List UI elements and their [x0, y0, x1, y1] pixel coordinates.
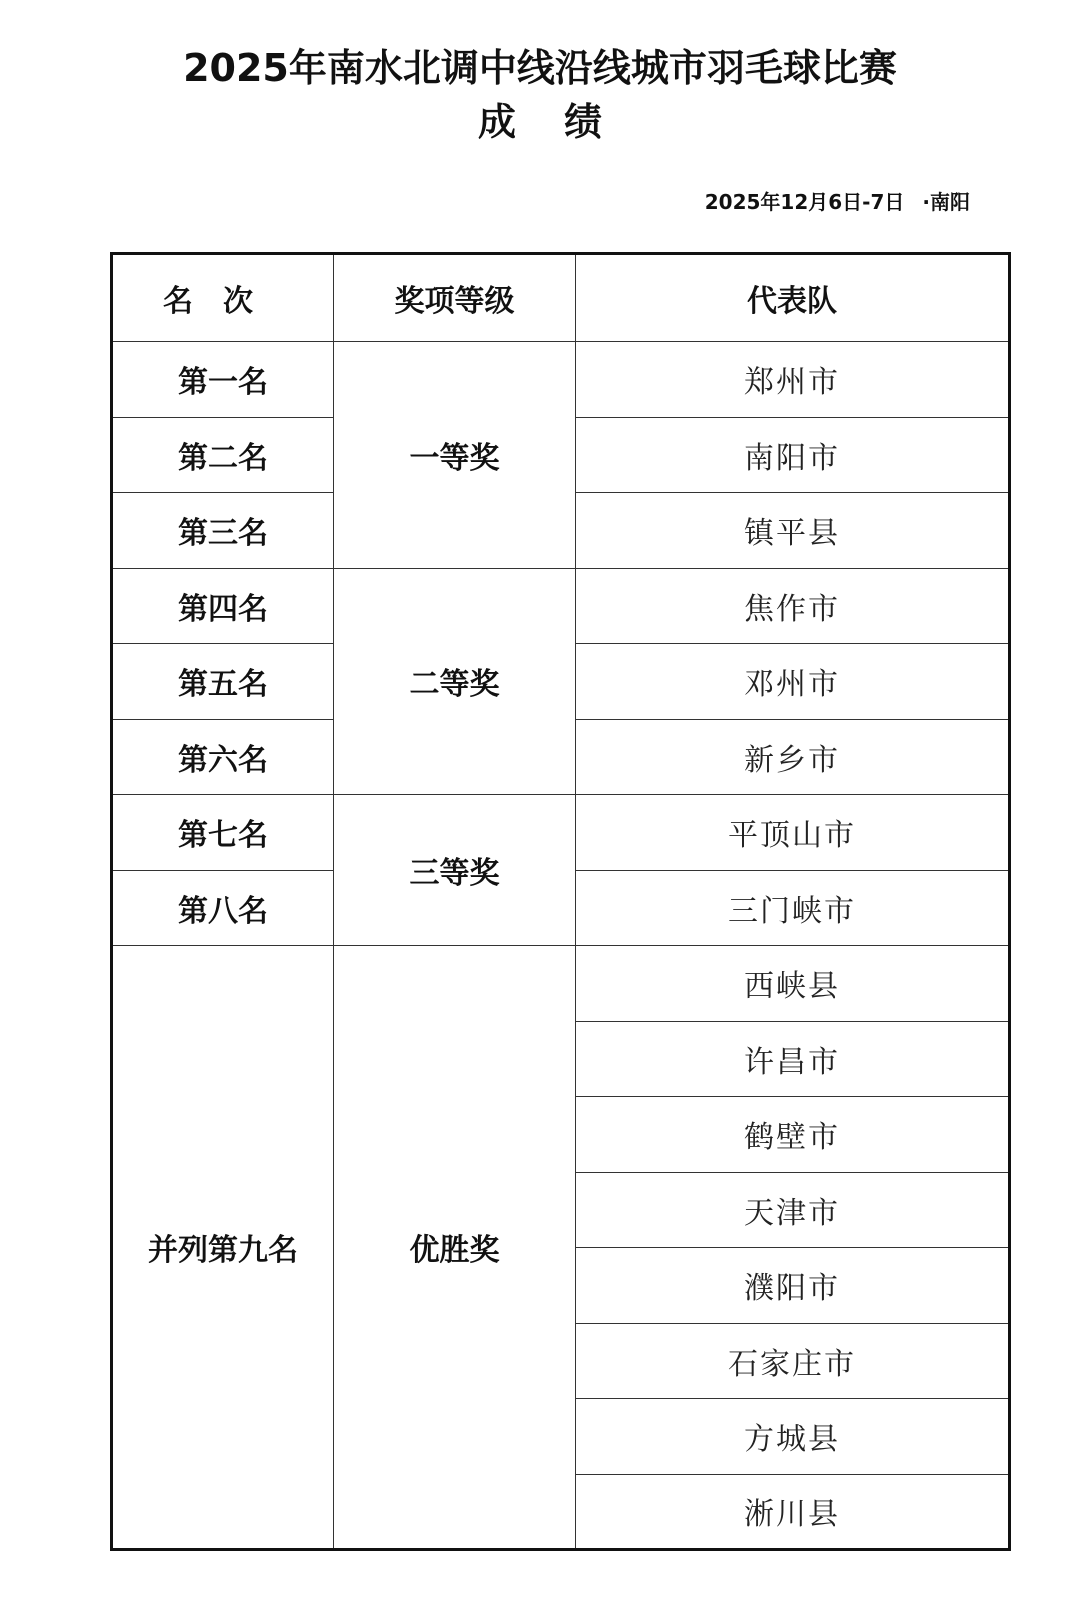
rank-cell: 第一名 — [112, 342, 334, 418]
team-cell: 焦作市 — [576, 568, 1010, 644]
table-row — [112, 946, 1010, 1022]
event-date: 2025年12月6日-7日 — [704, 190, 905, 214]
team-cell: 淅川县 — [576, 1474, 1010, 1550]
team-cell: 石家庄市 — [576, 1323, 1010, 1399]
table-row — [112, 342, 1010, 418]
table-row — [112, 795, 1010, 871]
header-grade: 奖项等级 — [334, 254, 576, 342]
header-team: 代表队 — [576, 254, 1010, 342]
team-cell: 南阳市 — [576, 417, 1010, 493]
team-cell: 邓州市 — [576, 644, 1010, 720]
team-cell: 镇平县 — [576, 493, 1010, 569]
rank-cell: 第三名 — [112, 493, 334, 569]
team-cell: 三门峡市 — [576, 870, 1010, 946]
team-cell: 天津市 — [576, 1172, 1010, 1248]
rank-cell: 第八名 — [112, 870, 334, 946]
grade-cell: 优胜奖 — [334, 946, 576, 1550]
rank-cell: 并列第九名 — [112, 946, 334, 1550]
team-cell: 新乡市 — [576, 719, 1010, 795]
rank-cell: 第二名 — [112, 417, 334, 493]
date-location — [705, 190, 970, 214]
team-cell: 郑州市 — [576, 342, 1010, 418]
team-cell: 平顶山市 — [576, 795, 1010, 871]
header-rank: 名次 — [112, 254, 334, 342]
rank-cell: 第五名 — [112, 644, 334, 720]
team-cell: 鹤壁市 — [576, 1097, 1010, 1173]
document-title: 2025年南水北调中线沿线城市羽毛球比赛 — [183, 46, 897, 90]
document-subtitle: 成绩 — [477, 100, 650, 144]
table-row — [112, 568, 1010, 644]
team-cell: 方城县 — [576, 1399, 1010, 1475]
grade-cell: 二等奖 — [334, 568, 576, 795]
results-table — [110, 252, 1011, 1551]
rank-cell: 第四名 — [112, 568, 334, 644]
team-cell: 许昌市 — [576, 1021, 1010, 1097]
grade-cell: 一等奖 — [334, 342, 576, 569]
grade-cell: 三等奖 — [334, 795, 576, 946]
team-cell: 濮阳市 — [576, 1248, 1010, 1324]
team-cell: 西峡县 — [576, 946, 1010, 1022]
rank-cell: 第六名 — [112, 719, 334, 795]
table-header-row — [112, 254, 1010, 342]
event-location: ·南阳 — [922, 190, 970, 214]
rank-cell: 第七名 — [112, 795, 334, 871]
